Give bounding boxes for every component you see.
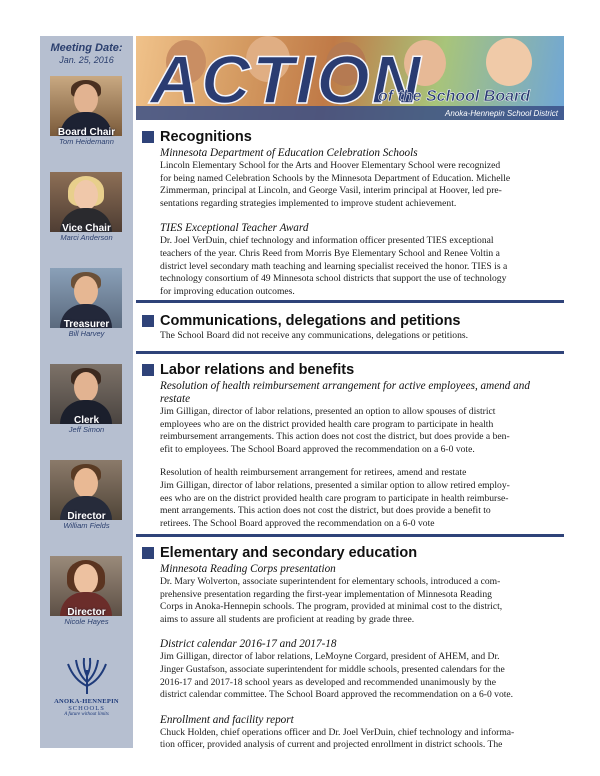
board-member	[50, 556, 122, 626]
paragraph: Lincoln Elementary School for the Arts and Hoover Elementary School were recognized for being named Celebration Schools by the Minnesota Department of Education. Michelle Zimmerman, principal at Lincoln, and George Vasil, interim principal at Hoover, led pre- sentations regarding strategies implemented to improve student achievement.	[160, 160, 511, 209]
subheading: District calendar 2016-17 and 2017-18	[160, 638, 337, 651]
member-name: William Fields	[63, 521, 110, 530]
banner-title: ACTION	[150, 42, 423, 118]
paragraph: Jim Gilligan, director of labor relations, presented an option to allow spouses of district employees who are on the district provided health care program to participate in health reimbursement arrangements. This action does not cost the district, but does provide a ben- efit to employees. The School Board approved the recommendation on a 6-0 vote.	[160, 406, 510, 455]
board-member	[50, 364, 122, 434]
member-name: Nicole Hayes	[64, 617, 109, 626]
section-divider	[136, 351, 564, 354]
board-member	[50, 268, 122, 338]
section-communications	[142, 312, 566, 343]
meeting-date: Jan. 25, 2016	[59, 55, 114, 65]
district-logo	[40, 656, 133, 717]
member-name: Jeff Simon	[68, 425, 105, 434]
section-bullet-icon	[142, 364, 154, 376]
board-member	[50, 76, 122, 146]
paragraph: Dr. Mary Wolverton, associate superintendent for elementary schools, introduced a com- prehensive presentation regarding the first-year implementation of Minnesota Reading Corps in Anoka-Hennepin schools. The program, provided at minimal cost to the district, aims to assure all students are proficient at reading by grade three.	[160, 576, 503, 625]
member-role: Board Chair	[57, 127, 116, 138]
meeting-date-label: Meeting Date:	[50, 42, 123, 54]
member-name: Marci Anderson	[60, 233, 113, 242]
section-divider	[136, 300, 564, 303]
logo-name: ANOKA-HENNEPIN	[54, 698, 119, 705]
member-name: Bill Harvey	[68, 329, 105, 338]
member-role: Director	[67, 511, 106, 522]
logo-tagline: A future without limits	[64, 712, 109, 717]
paragraph: Jim Gilligan, director of labor relations, LeMoyne Corgard, president of AHEM, and Dr. Jinger Gustafson, associate superintendent for middle schools, presented calendars for the 2016-17 and 2017-18 school years as developed and recommended unanimously by the district calendar committee. The School Board approved the recommendation on a 6-0 vote.	[160, 651, 514, 701]
member-name: Tom Heidemann	[59, 137, 114, 146]
section-labor-relations	[142, 361, 566, 530]
district-name: Anoka-Hennepin School District	[445, 109, 558, 118]
header-banner	[136, 36, 564, 120]
board-member	[50, 460, 122, 530]
section-title: Communications, delegations and petitions	[160, 313, 461, 329]
banner-subtitle: of the School Board	[378, 88, 530, 105]
subheading: TIES Exceptional Teacher Award	[160, 222, 309, 235]
section-title: Labor relations and benefits	[160, 362, 355, 378]
member-role: Director	[67, 607, 106, 618]
subheading: Minnesota Reading Corps presentation	[160, 563, 336, 575]
section-title: Elementary and secondary education	[160, 545, 418, 561]
section-bullet-icon	[142, 315, 154, 327]
paragraph: Chuck Holden, chief operations officer and Dr. Joel VerDuin, chief technology and informa- tion officer, provided analysis of current and projected enrollment in district schools. The	[160, 726, 515, 751]
logo-sub: SCHOOLS	[68, 705, 105, 712]
paragraph: Dr. Joel VerDuin, chief technology and information officer presented TIES exceptional teachers of the year. Chris Reed from Morris Bye Elementary School and Renee Voltin a district level secondary math teaching and learning specialist received the honor. TIES is a technology consortium of 49 Minnesota school districts that support the use of technology for improving education outcomes.	[160, 235, 508, 297]
section-title: Recognitions	[160, 129, 252, 145]
section-bullet-icon	[142, 131, 154, 143]
section-recognitions	[142, 128, 566, 298]
board-sidebar	[40, 36, 133, 748]
logo-tree-icon	[64, 656, 110, 696]
member-role: Vice Chair	[62, 223, 111, 234]
board-member	[50, 172, 122, 242]
paragraph: Resolution of health reimbursement arrangement for retirees, amend and restate Jim Gilligan, director of labor relations, presented a similar option to allow retired employ- ees who are on the district provided health care program to participate in health reimburse- ment arrangements. This action does not cost the district, but does provide a benefit to retirees. The School Board approved the recommendation on a 6-0 vote	[160, 467, 510, 529]
section-bullet-icon	[142, 547, 154, 559]
subheading: Enrollment and facility report	[160, 713, 294, 726]
paragraph: The School Board did not receive any communications, delegations or petitions.	[160, 330, 468, 341]
subheading: Minnesota Department of Education Celebration Schools	[160, 147, 418, 159]
section-divider	[136, 534, 564, 537]
subheading: Resolution of health reimbursement arrangement for active employees, amend and restate	[160, 380, 530, 405]
member-role: Clerk	[73, 415, 99, 426]
section-elementary-secondary	[142, 544, 566, 752]
member-role: Treasurer	[63, 319, 110, 330]
